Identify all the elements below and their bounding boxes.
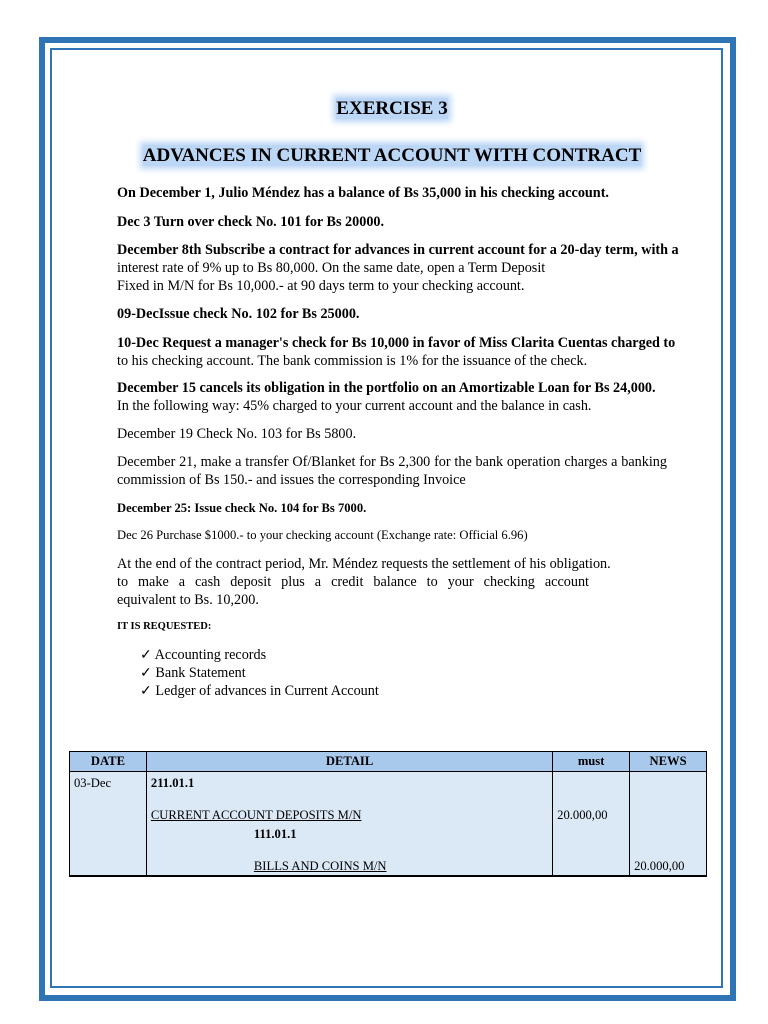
checklist-item-ledger: ✓ Ledger of advances in Current Account: [140, 683, 379, 699]
paragraph-dec8-line1: December 8th Subscribe a contract for advances in current account for a 20-day term, with a: [117, 242, 679, 258]
credit-account-code: 111.01.1: [253, 827, 297, 841]
paragraph-dec8-line3: Fixed in M/N for Bs 10,000.- at 90 days term to your checking account.: [117, 278, 525, 294]
header-date: DATE: [70, 752, 147, 772]
paragraph-dec9: 09-DecIssue check No. 102 for Bs 25000.: [117, 306, 360, 322]
paragraph-settlement-line1: At the end of the contract period, Mr. Méndez requests the settlement of his obligation.: [117, 556, 611, 572]
paragraph-dec10-line2: to his checking account. The bank commission is 1% for the issuance of the check.: [117, 353, 588, 369]
debit-account-name: CURRENT ACCOUNT DEPOSITS M/N: [150, 808, 362, 822]
paragraph-settlement-line3: equivalent to Bs. 10,200.: [117, 592, 259, 608]
credit-account-name: BILLS AND COINS M/N: [253, 859, 387, 873]
paragraph-dec25: December 25: Issue check No. 104 for Bs 7000.: [117, 501, 367, 515]
journal-header-row: [70, 752, 707, 772]
cell-detail: [146, 772, 552, 877]
paragraph-dec26: Dec 26 Purchase $1000.- to your checking account (Exchange rate: Official 6.96): [117, 528, 528, 542]
cell-date: [70, 772, 147, 877]
header-must: must: [553, 752, 630, 772]
journal-table: [69, 751, 707, 877]
paragraph-settlement-line2: to make a cash deposit plus a credit balance to your checking account: [117, 574, 589, 590]
requested-checklist: [140, 646, 379, 700]
paragraph-dec15-line1: December 15 cancels its obligation in the portfolio on an Amortizable Loan for Bs 24,000.: [117, 380, 656, 396]
exercise-subtitle: [8, 145, 768, 167]
paragraph-dec3: Dec 3 Turn over check No. 101 for Bs 20000.: [117, 214, 385, 230]
table-row: [70, 772, 707, 877]
must-amount: 20.000,00: [557, 808, 608, 822]
checklist-item-accounting-records: ✓ Accounting records: [140, 647, 267, 663]
debit-account-code: 211.01.1: [150, 776, 195, 790]
exercise-title-text: EXERCISE 3: [336, 98, 448, 119]
paragraph-dec8: [117, 241, 715, 295]
paragraph-settlement: [117, 555, 715, 609]
paragraph-dec10: [117, 334, 715, 370]
header-detail: DETAIL: [146, 752, 552, 772]
exercise-title: [8, 98, 768, 120]
paragraph-dec10-line1: 10-Dec Request a manager's check for Bs 10,000 in favor of Miss Clarita Cuentas charged to: [117, 335, 676, 351]
cell-must: [553, 772, 630, 877]
checklist-item-bank-statement: ✓ Bank Statement: [140, 665, 246, 681]
paragraph-dec15: [117, 379, 715, 415]
news-amount: 20.000,00: [634, 859, 685, 873]
requested-heading: IT IS REQUESTED:: [117, 621, 212, 632]
header-news: NEWS: [630, 752, 707, 772]
cell-news: [630, 772, 707, 877]
entry-date: 03-Dec: [74, 776, 112, 790]
paragraph-dec1: On December 1, Julio Méndez has a balance of Bs 35,000 in his checking account.: [117, 185, 609, 201]
exercise-subtitle-text: ADVANCES IN CURRENT ACCOUNT WITH CONTRACT: [142, 145, 642, 166]
paragraph-dec19: December 19 Check No. 103 for Bs 5800.: [117, 426, 357, 442]
paragraph-dec8-line2: interest rate of 9% up to Bs 80,000. On the same date, open a Term Deposit: [117, 260, 546, 276]
paragraph-dec21: December 21, make a transfer Of/Blanket for Bs 2,300 for the bank operation charges a banking commission of Bs 150.- and issues the corresponding Invoice: [117, 454, 667, 488]
paragraph-dec15-line2: In the following way: 45% charged to your current account and the balance in cash.: [117, 398, 592, 414]
